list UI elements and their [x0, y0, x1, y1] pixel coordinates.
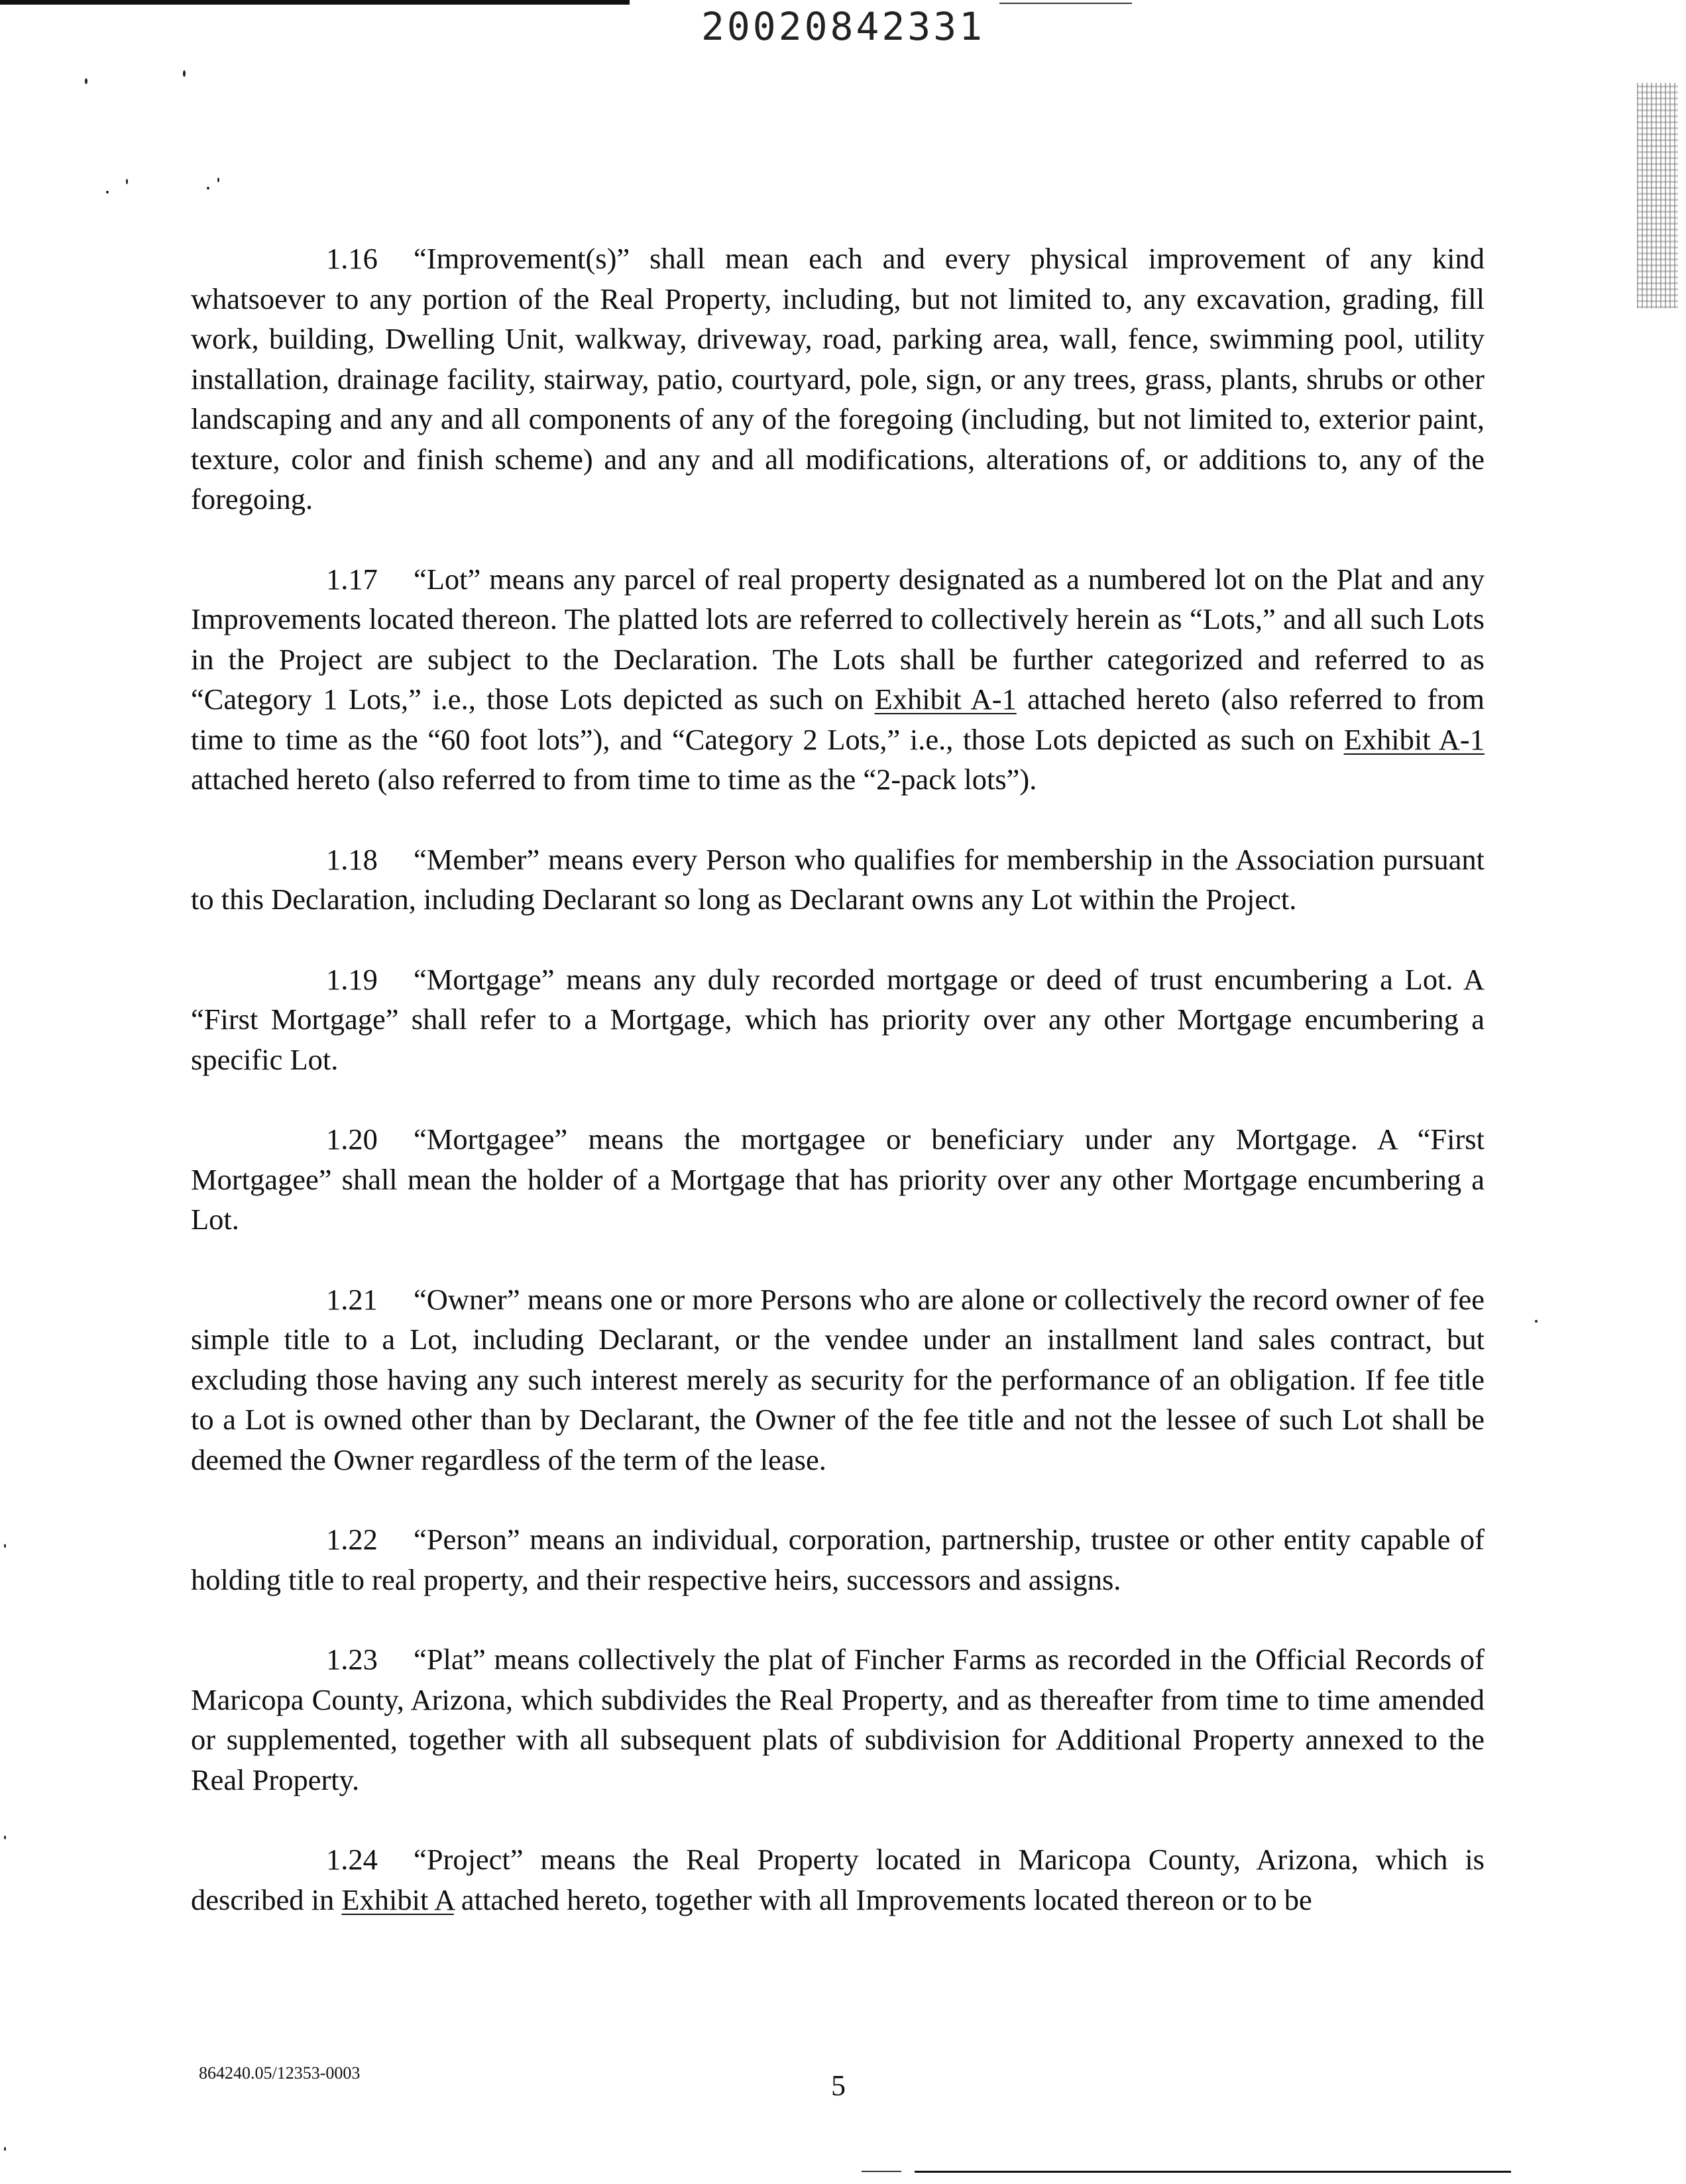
definition-text: “Owner” means one or more Persons who are alone or collectively the record owner of fee simple title to a Lot, including Declarant, or the vendee under an installment land sales contract, but excluding those having any such interest merely as security for the performance of an obligation. If fee title to a Lot is owned other than by Declarant, the Owner of the fee title and not the lessee of such Lot shall be deemed the Owner regardless of the term of the lease.: [191, 1282, 1485, 1476]
scan-speck: [1535, 1320, 1538, 1323]
definition-text: “Lot” means any parcel of real property designated as a numbered lot on the Plat and any Improvements located thereon. The platted lots are referred to collectively herein as “Lots,” and all such Lots in the Project are subject to the Declaration. The Lots shall be further categorized and referred to as “Category 1 Lots,” i.e., those Lots depicted as such on: [191, 562, 1485, 716]
definition-text: attached hereto (also referred to from time to time as the “60 foot lots”), and “Category 2 Lots,” i.e., those Lots depicted as such on: [191, 682, 1485, 756]
definition-text: “Improvement(s)” shall mean each and every physical improvement of any kind whatsoever to any portion of the Real Property, including, but not limited to, any excavation, grading, fill work, building, Dwelling Unit, walkway, driveway, road, parking area, wall, fence, swimming pool, utility installation, drainage facility, stairway, patio, courtyard, pole, sign, or any trees, grass, plants, shrubs or other landscaping and any and all components of any of the foregoing (including, but not limited to, exterior paint, texture, color and finish scheme) and any and all modifications, alterations of, or additions to, any of the foregoing.: [191, 242, 1485, 516]
section-number: 1.22: [326, 1523, 378, 1556]
section-number: 1.24: [326, 1843, 378, 1876]
definition-1-18: [191, 840, 1485, 920]
section-number: 1.17: [326, 562, 378, 596]
exhibit-reference: Exhibit A: [341, 1883, 454, 1916]
definition-text: “Plat” means collectively the plat of Fincher Farms as recorded in the Official Records of Maricopa County, Arizona, which subdivides the Real Property, and as thereafter from time to time amended or supplemented, together with all subsequent plats of subdivision for Additional Property annexed to the Real Property.: [191, 1643, 1485, 1796]
definition-1-19: [191, 959, 1485, 1080]
scan-speck: [106, 191, 109, 193]
scan-speck: [85, 78, 87, 84]
definition-1-16: [191, 239, 1485, 519]
page-number: 5: [831, 2069, 846, 2102]
definition-1-21: [191, 1280, 1485, 1480]
recording-number: 20020842331: [701, 4, 985, 49]
scan-speck: [4, 1544, 6, 1548]
definition-text: “Member” means every Person who qualifies for membership in the Association pursuant to this Declaration, including Declarant so long as Declarant owns any Lot within the Project.: [191, 842, 1485, 916]
definition-text: “Person” means an individual, corporation, partnership, trustee or other entity capable of holding title to real property, and their respective heirs, successors and assigns.: [191, 1523, 1485, 1596]
definition-text: “Project” means the Real Property located in Maricopa County, Arizona, which is described in: [191, 1843, 1485, 1916]
scan-speck: [126, 179, 128, 184]
section-number: 1.18: [326, 842, 378, 876]
section-number: 1.21: [326, 1282, 378, 1316]
scan-speck: [207, 187, 209, 190]
definition-1-23: [191, 1639, 1485, 1800]
definition-1-22: [191, 1519, 1485, 1600]
scan-speck: [217, 178, 219, 182]
document-reference: 864240.05/12353-0003: [199, 2063, 361, 2083]
section-number: 1.16: [326, 242, 378, 275]
document-body: [191, 239, 1485, 1959]
bottom-dash-mark: [862, 2171, 901, 2172]
scan-speck: [183, 70, 186, 77]
scan-speck: [4, 1835, 6, 1839]
definition-text: “Mortgagee” means the mortgagee or beneficiary under any Mortgage. A “First Mortgagee” shall mean the holder of a Mortgage that has priority over any other Mortgage encumbering a Lot.: [191, 1122, 1485, 1236]
definition-text: attached hereto, together with all Improvements located thereon or to be: [453, 1883, 1312, 1916]
definition-text: “Mortgage” means any duly recorded mortgage or deed of trust encumbering a Lot. A “First Mortgage” shall refer to a Mortgage, which has priority over any other Mortgage encumbering a specific Lot.: [191, 962, 1485, 1076]
section-number: 1.23: [326, 1643, 378, 1676]
exhibit-reference: Exhibit A-1: [874, 682, 1017, 716]
definition-1-17: [191, 559, 1485, 800]
bottom-border-rule: [915, 2171, 1511, 2173]
definition-1-20: [191, 1119, 1485, 1240]
section-number: 1.19: [326, 962, 378, 996]
definition-1-24: [191, 1839, 1485, 1920]
definition-text: attached hereto (also referred to from time to time as the “2-pack lots”).: [191, 763, 1037, 796]
section-number: 1.20: [326, 1122, 378, 1156]
scan-speck: [4, 2147, 6, 2151]
exhibit-reference: Exhibit A-1: [1343, 722, 1485, 756]
recorder-stamp-mark: [1637, 83, 1678, 308]
